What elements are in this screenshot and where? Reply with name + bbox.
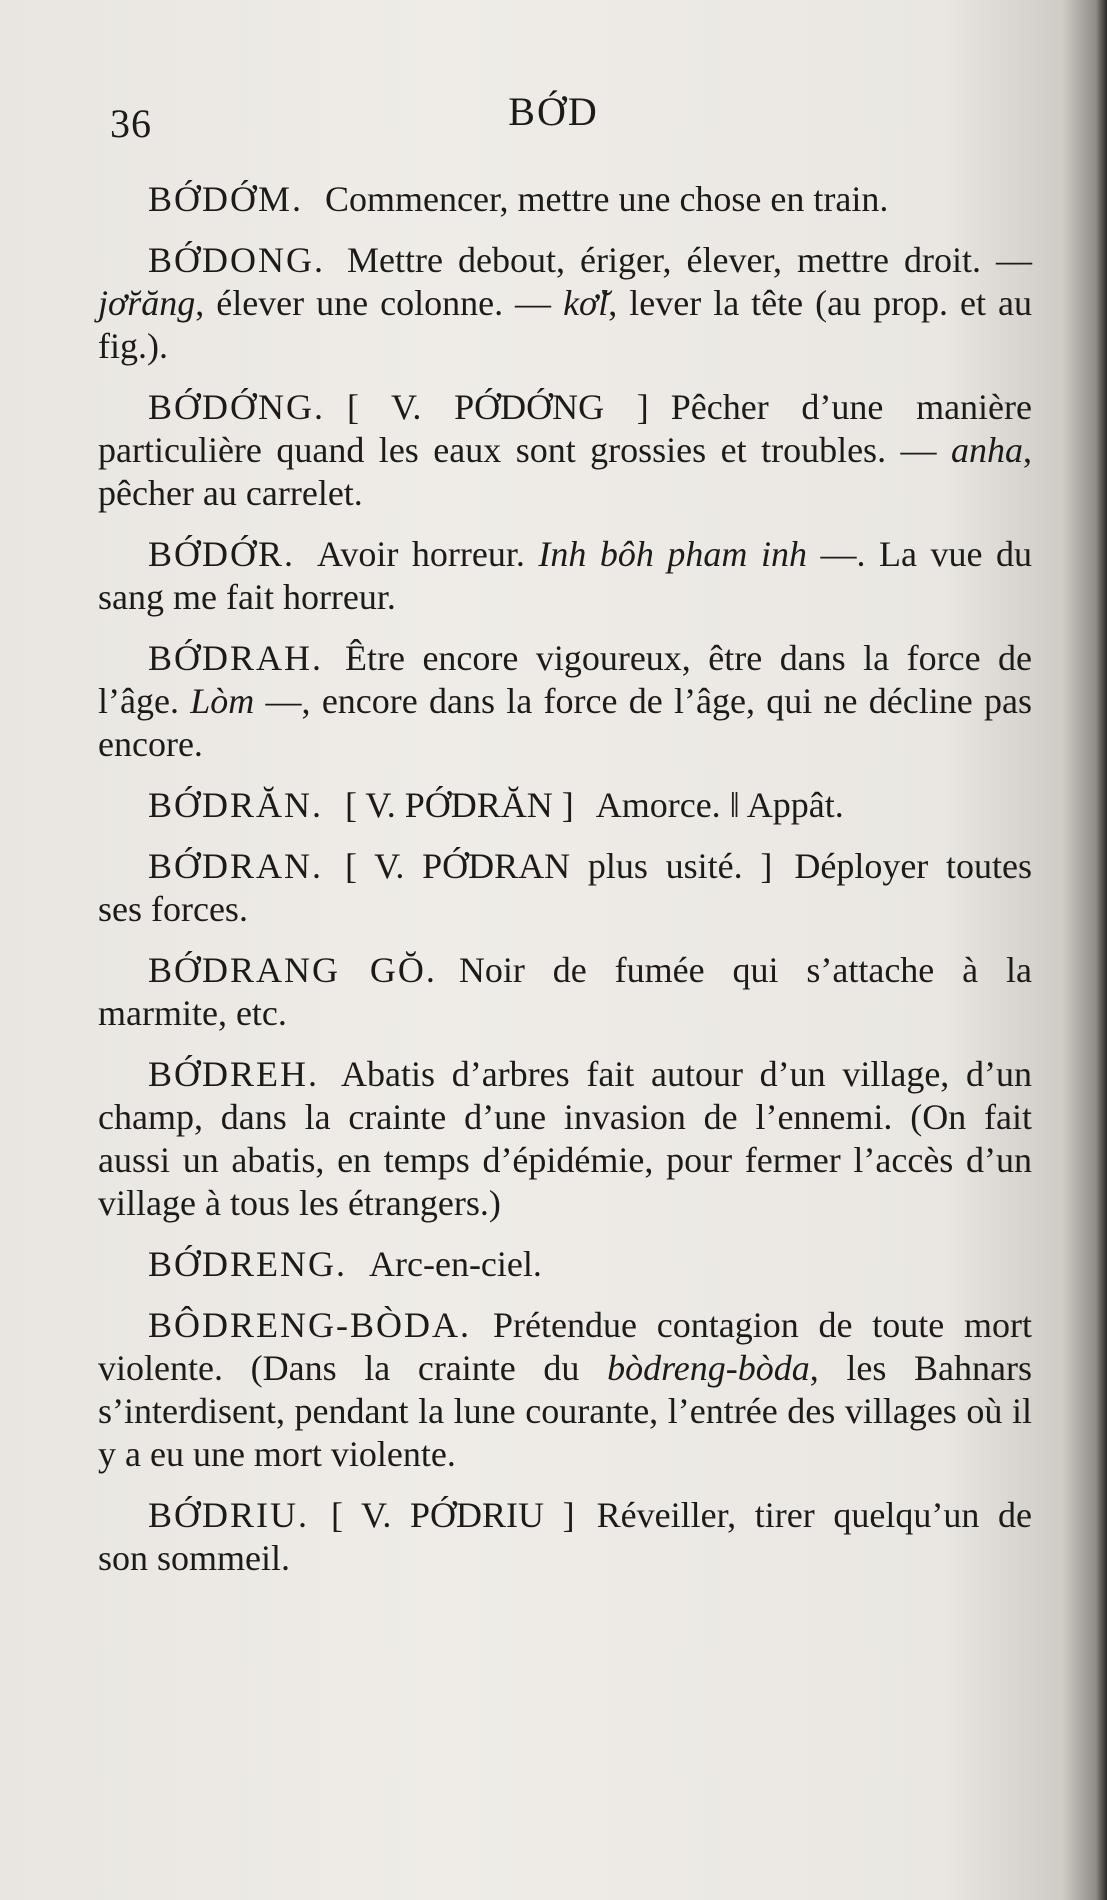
entry-bodong-2 (98, 386, 1032, 515)
entry-definition: Être encore vigoureux, être dans la force de l’âge. (98, 638, 1032, 721)
entry-bodor (98, 533, 1032, 619)
entry-headword: BỚDỚM. (148, 179, 304, 219)
entry-definition: , lever la tête (au prop. et au fig.). (98, 283, 1032, 366)
entry-bodrah (98, 637, 1032, 766)
entry-headword: BỚDONG. (148, 240, 326, 280)
entry-headword: BÔDRENG-BÒDA. (148, 1305, 471, 1345)
entry-bodriu (98, 1494, 1032, 1580)
entry-headword: BỚDRANG GŎ. (148, 950, 437, 990)
entry-bodreng (98, 1243, 1032, 1286)
entry-definition: Noir de fumée qui s’attache à la marmite, etc. (98, 950, 1033, 1033)
entry-definition: Déployer toutes ses forces. (98, 846, 1033, 929)
entry-example: bòdreng-bòda (607, 1348, 810, 1388)
entry-definition: Arc-en-ciel. (369, 1244, 542, 1284)
entry-headword: BỚDỚR. (148, 534, 296, 574)
entry-cross-reference: [ V. PỚDRĂN ] (345, 785, 574, 825)
entry-definition: , élever une colonne. — (195, 283, 552, 323)
entry-definition: —. La vue du sang me fait horreur. (98, 534, 1033, 617)
entry-cross-reference: [ V. PỚDRAN plus usité. ] (345, 846, 773, 886)
entry-example: Inh bôh pham inh (538, 534, 807, 574)
entry-definition: Commencer, mettre une chose en train. (325, 179, 889, 219)
entry-definition: Abatis d’arbres fait autour d’un village, d’un champ, dans la crainte d’une invasion de l’ennemi. (On fait aussi un abatis, en temps d’épidémie, pour fermer l’accès d’un village à tous les étrangers.) (98, 1054, 1032, 1223)
entry-headword: BỚDRENG. (148, 1244, 348, 1284)
entry-definition: , les Bahnars s’interdisent, pendant la lune courante, l’entrée des villages où il y a eu une mort violente. (98, 1348, 1032, 1474)
entry-list (98, 178, 1032, 1598)
entry-headword: BỚDREH. (148, 1054, 320, 1094)
entry-definition: Mettre debout, ériger, élever, mettre droit. — (347, 240, 1032, 280)
entry-example: anha (951, 430, 1023, 470)
entry-bodreh (98, 1053, 1032, 1225)
entry-headword: BỚDRAN. (148, 846, 324, 886)
entry-definition: Prétendue contagion de toute mort violente. (Dans la crainte du (98, 1305, 1032, 1388)
entry-definition: —, encore dans la force de l’âge, qui ne décline pas encore. (98, 681, 1032, 764)
entry-definition: Réveiller, tirer quelqu’un de son sommeil. (98, 1495, 1032, 1578)
page-number: 36 (110, 101, 152, 146)
entry-bodong (98, 239, 1032, 368)
entry-cross-reference: [ V. PỚDỚNG ] (347, 387, 649, 427)
entry-headword: BỚDRAH. (148, 638, 324, 678)
entry-definition: Pêcher d’une manière particulière quand les eaux sont grossies et troubles. — (98, 387, 1032, 470)
entry-example: kơ̆l (563, 283, 609, 323)
entry-headword: BỚDỚNG. (148, 387, 326, 427)
entry-bodom (98, 178, 1032, 221)
entry-bodreng-boda (98, 1304, 1032, 1476)
entry-bodran (98, 845, 1032, 931)
entry-definition: Avoir horreur. (317, 534, 525, 574)
entry-example: Lòm (190, 681, 255, 721)
entry-cross-reference: [ V. PỚDRIU ] (331, 1495, 575, 1535)
entry-bodrang-go (98, 949, 1032, 1035)
entry-definition: , pêcher au carrelet. (98, 430, 1032, 513)
entry-headword: BỚDRĂN. (148, 785, 324, 825)
running-head: BỚD (508, 89, 599, 134)
entry-example: jơ̆răng (98, 283, 196, 323)
entry-bodran-breve (98, 784, 1032, 827)
entry-definition: Amorce. ‖ Appât. (595, 785, 844, 825)
entry-headword: BỚDRIU. (148, 1495, 310, 1535)
